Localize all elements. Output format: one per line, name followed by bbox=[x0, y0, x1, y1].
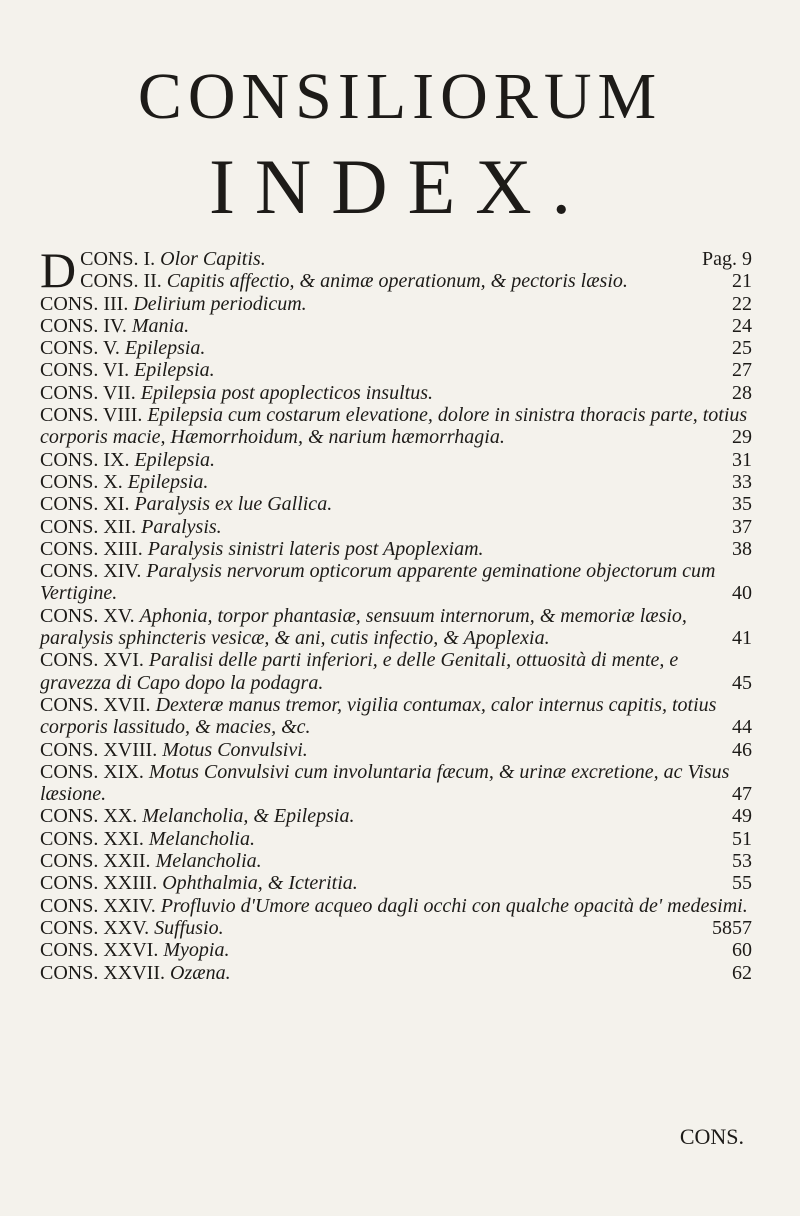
cons-number: CONS. XI. bbox=[40, 493, 130, 516]
index-entry bbox=[40, 493, 752, 515]
page-title-index: INDEX. bbox=[208, 143, 592, 230]
entry-title: Epilepsia. bbox=[134, 359, 215, 382]
index-entry bbox=[40, 293, 752, 315]
cons-number: CONS. XXVI. bbox=[40, 939, 159, 962]
entry-title: Epilepsia post apoplecticos insultus. bbox=[140, 381, 433, 404]
entry-title: Mania. bbox=[131, 314, 190, 337]
index-entry bbox=[40, 538, 752, 560]
page-number: 40 bbox=[732, 582, 752, 605]
entry-title: Profluvio d'Umore acqueo dagli occhi con qualche opacità de' medesimi. bbox=[160, 894, 748, 917]
page-reference bbox=[702, 248, 752, 270]
entry-title: Ophthalmia, & Icteritia. bbox=[162, 872, 358, 895]
cons-number: CONS. XII. bbox=[40, 515, 137, 538]
cons-number: CONS. X. bbox=[40, 470, 123, 493]
index-entry bbox=[40, 828, 752, 850]
page-number: 29 bbox=[732, 426, 752, 449]
page-number: 49 bbox=[732, 805, 752, 828]
page-number: 38 bbox=[732, 537, 752, 560]
index-entry bbox=[40, 560, 752, 605]
cons-number: CONS. XXII. bbox=[40, 850, 151, 873]
page-number: 60 bbox=[732, 939, 752, 962]
cons-number: CONS. V. bbox=[40, 337, 120, 360]
page-number: 35 bbox=[732, 493, 752, 516]
index-entry bbox=[40, 516, 752, 538]
page-number: 37 bbox=[732, 515, 752, 538]
cons-number: CONS. III. bbox=[40, 292, 129, 315]
cons-number: CONS. XVIII. bbox=[40, 738, 158, 761]
index-entries bbox=[40, 242, 752, 984]
entry-title: Ozæna. bbox=[170, 961, 231, 984]
cons-number: CONS. IX. bbox=[40, 448, 130, 471]
index-entry bbox=[40, 805, 752, 827]
index-entry bbox=[40, 605, 752, 650]
entry-title: Epilepsia. bbox=[124, 337, 206, 360]
cons-number: CONS. XIV. bbox=[40, 560, 142, 583]
page-number: 41 bbox=[732, 627, 752, 650]
entry-title: Aphonia, torpor phantasiæ, sensuum internorum, & memoriæ læsio, paralysis sphincteris vesicæ, & ani, cutis infectio, & Apoplexia. bbox=[40, 604, 687, 650]
cons-number: CONS. XXIV. bbox=[40, 894, 156, 917]
index-entry bbox=[40, 939, 752, 961]
cons-number: CONS. XX. bbox=[40, 805, 138, 828]
entry-title: Myopia. bbox=[163, 939, 230, 962]
index-entry bbox=[40, 404, 752, 449]
cons-number: CONS. XV. bbox=[40, 604, 135, 627]
page-number: 45 bbox=[732, 671, 752, 694]
page-number: 9 bbox=[742, 248, 752, 270]
page-number: 47 bbox=[732, 783, 752, 806]
index-entry bbox=[40, 270, 752, 292]
page-number: 57 bbox=[732, 916, 752, 939]
entry-title: Paralysis nervorum opticorum apparente geminatione objectorum cum Vertigine. bbox=[40, 560, 716, 605]
page-number: 53 bbox=[732, 850, 752, 873]
index-entry bbox=[40, 694, 752, 739]
index-entry bbox=[40, 315, 752, 337]
page-number: 55 bbox=[732, 872, 752, 895]
index-entry bbox=[40, 761, 752, 806]
entry-title: Delirium periodicum. bbox=[133, 292, 307, 315]
cons-number: CONS. XIX. bbox=[40, 760, 144, 783]
cons-number: CONS. XVII. bbox=[40, 693, 151, 716]
entry-title: Epilepsia cum costarum elevatione, dolore in sinistra thoracis parte, totius corporis macie, Hæmorrhoidum, & narium hæmorrhagia. bbox=[40, 404, 748, 449]
page-number: 27 bbox=[732, 359, 752, 382]
index-entry bbox=[40, 850, 752, 872]
page-number: 58 bbox=[712, 916, 732, 939]
page-number: 31 bbox=[732, 448, 752, 471]
cons-number: CONS. XIII. bbox=[40, 537, 143, 560]
entry-title: Melancholia. bbox=[148, 827, 255, 850]
index-entry bbox=[40, 471, 752, 493]
page-number: 24 bbox=[732, 314, 752, 337]
cons-number: CONS. II. bbox=[80, 270, 162, 293]
page-number: 21 bbox=[732, 270, 752, 293]
cons-number: CONS. XVI. bbox=[40, 649, 144, 672]
index-entry bbox=[40, 382, 752, 404]
index-entry bbox=[40, 449, 752, 471]
drop-cap: D bbox=[40, 242, 77, 298]
index-entry bbox=[40, 649, 752, 694]
cons-number: CONS. XXI. bbox=[40, 827, 144, 850]
cons-number: CONS. VII. bbox=[40, 381, 136, 404]
page-number: 46 bbox=[732, 738, 752, 761]
page-title-consiliorum: CONSILIORUM bbox=[137, 60, 663, 133]
page-number: 62 bbox=[732, 961, 752, 984]
index-entry bbox=[40, 917, 752, 939]
index-entry bbox=[40, 872, 752, 894]
index-entry bbox=[40, 337, 752, 359]
index-entry bbox=[40, 359, 752, 381]
page-number: 44 bbox=[732, 716, 752, 739]
entry-title: Paralysis ex lue Gallica. bbox=[134, 493, 333, 516]
entry-title: Epilepsia. bbox=[127, 470, 209, 493]
cons-number: CONS. I. bbox=[80, 248, 156, 270]
entry-title: Olor Capitis. bbox=[160, 248, 266, 270]
cons-number: CONS. XXIII. bbox=[40, 872, 158, 895]
entry-title: Epilepsia. bbox=[134, 448, 215, 471]
index-entry bbox=[40, 962, 752, 984]
entry-title: Melancholia, & Epilepsia. bbox=[142, 805, 355, 828]
entry-title: Suffusio. bbox=[154, 916, 224, 939]
entry-title: Motus Convulsivi cum involuntaria fæcum, & urinæ excretione, ac Visus læsione. bbox=[40, 760, 730, 806]
page-label: Pag. bbox=[702, 248, 737, 270]
page-number: 51 bbox=[732, 827, 752, 850]
cons-number: CONS. IV. bbox=[40, 314, 127, 337]
index-entry bbox=[40, 739, 752, 761]
page-number: 33 bbox=[732, 470, 752, 493]
cons-number: CONS. VIII. bbox=[40, 404, 143, 427]
page-number: 28 bbox=[732, 381, 752, 404]
entry-title: Melancholia. bbox=[155, 850, 262, 873]
page-number: 25 bbox=[732, 337, 752, 360]
entry-title: Paralysis sinistri lateris post Apoplexiam. bbox=[147, 537, 484, 560]
cons-number: CONS. XXVII. bbox=[40, 961, 165, 984]
cons-number: CONS. VI. bbox=[40, 359, 130, 382]
entry-title: Motus Convulsivi. bbox=[162, 738, 308, 761]
entry-title: Capitis affectio, & animæ operationum, & pectoris læsio. bbox=[166, 270, 628, 293]
entry-title: Dexteræ manus tremor, vigilia contumax, calor internus capitis, totius corporis lassitudo, & macies, &c. bbox=[40, 693, 717, 739]
catchword: CONS. bbox=[679, 1124, 744, 1149]
cons-number: CONS. XXV. bbox=[40, 916, 150, 939]
entry-title: Paralysis. bbox=[141, 515, 222, 538]
page-number: 22 bbox=[732, 292, 752, 315]
entry-title: Paralisi delle parti inferiori, e delle Genitali, ottuosità di mente, e gravezza di Capo dopo la podagra. bbox=[40, 649, 679, 694]
